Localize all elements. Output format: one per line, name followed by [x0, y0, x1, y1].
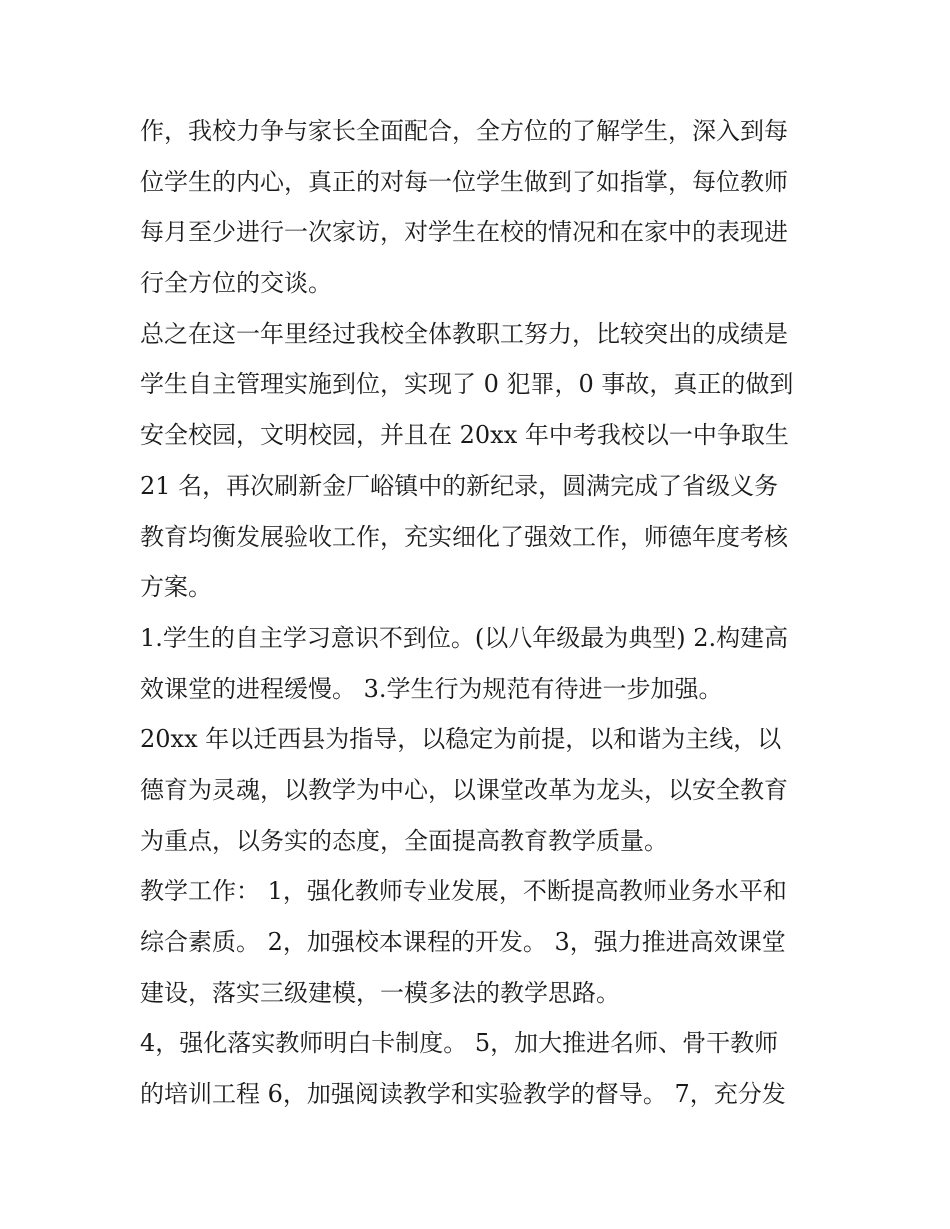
- document-body: [140, 106, 820, 1120]
- text-line: 教学工作： 1，强化教师专业发展，不断提高教师业务水平和: [140, 877, 787, 906]
- text-line: 位学生的内心，真正的对每一位学生做到了如指掌，每位教师: [140, 167, 788, 196]
- text-line: 21 名，再次刷新金厂峪镇中的新纪录，圆满完成了省级义务: [140, 471, 779, 500]
- text-line: 作，我校力争与家长全面配合，全方位的了解学生，深入到每: [140, 117, 788, 145]
- text-line: 安全校园，文明校园，并且在 20xx 年中考我校以一中争取生: [140, 421, 789, 450]
- text-line: 20xx 年以迁西县为指导，以稳定为前提，以和谐为主线，以: [140, 725, 782, 754]
- text-line: 4，强化落实教师明白卡制度。 5，加大推进名师、骨干教师: [140, 1029, 779, 1058]
- text-line: 效课堂的进程缓慢。 3.学生行为规范有待进一步加强。: [140, 674, 723, 703]
- text-line: 每月至少进行一次家访，对学生在校的情况和在家中的表现进: [140, 218, 788, 247]
- text-line: 德育为灵魂，以教学为中心，以课堂改革为龙头，以安全教育: [140, 775, 788, 804]
- text-line: 方案。: [140, 573, 212, 602]
- text-line: 为重点，以务实的态度，全面提高教育教学质量。: [140, 826, 668, 855]
- text-line: 的培训工程 6，加强阅读教学和实验教学的督导。 7，充分发: [140, 1080, 786, 1109]
- text-line: 建设，落实三级建模，一模多法的教学思路。: [140, 978, 620, 1007]
- text-line: 综合素质。 2，加强校本课程的开发。 3，强力推进高效课堂: [140, 928, 786, 956]
- text-line: 1.学生的自主学习意识不到位。(以八年级最为典型) 2.构建高: [140, 623, 789, 652]
- text-line: 教育均衡发展验收工作，充实细化了强效工作，师德年度考核: [140, 522, 788, 551]
- text-line: 总之在这一年里经过我校全体教职工努力，比较突出的成绩是: [140, 319, 788, 348]
- text-line: 学生自主管理实施到位，实现了 0 犯罪，0 事故，真正的做到: [140, 370, 794, 399]
- text-line: 行全方位的交谈。: [140, 269, 332, 298]
